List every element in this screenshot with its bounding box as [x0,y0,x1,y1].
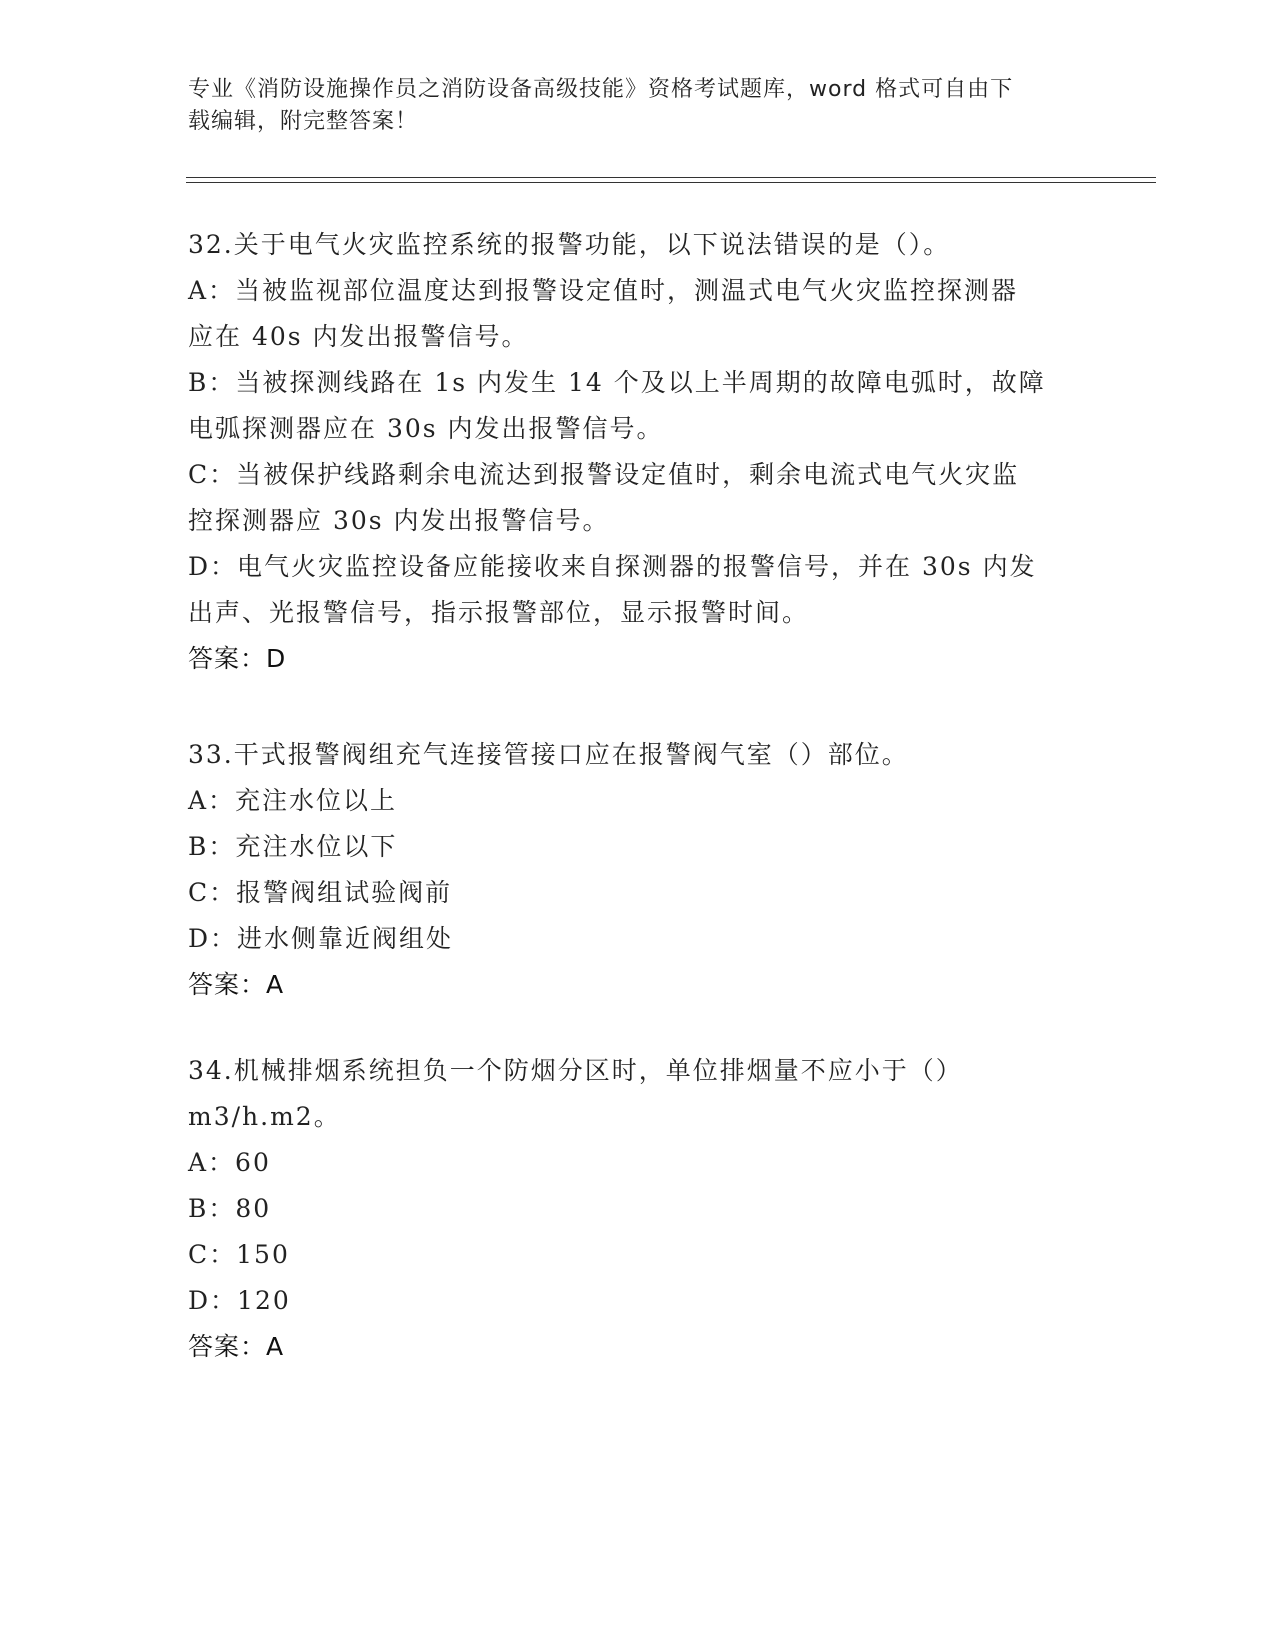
option-d-line-1: D：电气火灾监控设备应能接收来自探测器的报警信号，并在 30s 内发 [188,552,1037,581]
option-b: B：80 [188,1194,272,1223]
option-d: D：进水侧靠近阀组处 [188,924,454,953]
answer-label: 答案：A [188,1332,285,1361]
option-b-line-1: B：当被探测线路在 1s 内发生 14 个及以上半周期的故障电弧时，故障 [188,368,1046,397]
question-stem-line-1: 34.机械排烟系统担负一个防烟分区时，单位排烟量不应小于（） [188,1056,963,1085]
question-stem: 32.关于电气火灾监控系统的报警功能，以下说法错误的是（）。 [188,230,951,259]
option-d-line-2: 出声、光报警信号，指示报警部位，显示报警时间。 [188,598,810,627]
header-divider [186,177,1156,183]
question-stem: 33.干式报警阀组充气连接管接口应在报警阀气室（）部位。 [188,740,909,769]
option-c: C：报警阀组试验阀前 [188,878,453,907]
answer-label: 答案：D [188,644,287,673]
option-a-line-2: 应在 40s 内发出报警信号。 [188,322,529,351]
option-d: D：120 [188,1286,291,1315]
option-c-line-1: C：当被保护线路剩余电流达到报警设定值时，剩余电流式电气火灾监 [188,460,1020,489]
option-a: A：60 [188,1148,271,1177]
option-c-line-2: 控探测器应 30s 内发出报警信号。 [188,506,610,535]
question-33 [188,732,1088,1008]
question-32 [188,222,1088,682]
option-c: C：150 [188,1240,290,1269]
option-a-line-1: A：当被监视部位温度达到报警设定值时，测温式电气火灾监控探测器 [188,276,1019,305]
answer-label: 答案：A [188,970,285,999]
header-line-1: 专业《消防设施操作员之消防设备高级技能》资格考试题库，word 格式可自由下 [188,77,1014,102]
question-34 [188,1048,1088,1370]
option-b-line-2: 电弧探测器应在 30s 内发出报警信号。 [188,414,664,443]
document-header [188,74,1068,138]
option-a: A：充注水位以上 [188,786,398,815]
question-stem-line-2: m3/h.m2。 [188,1102,341,1131]
option-b: B：充注水位以下 [188,832,398,861]
header-line-2: 载编辑，附完整答案！ [188,109,419,134]
